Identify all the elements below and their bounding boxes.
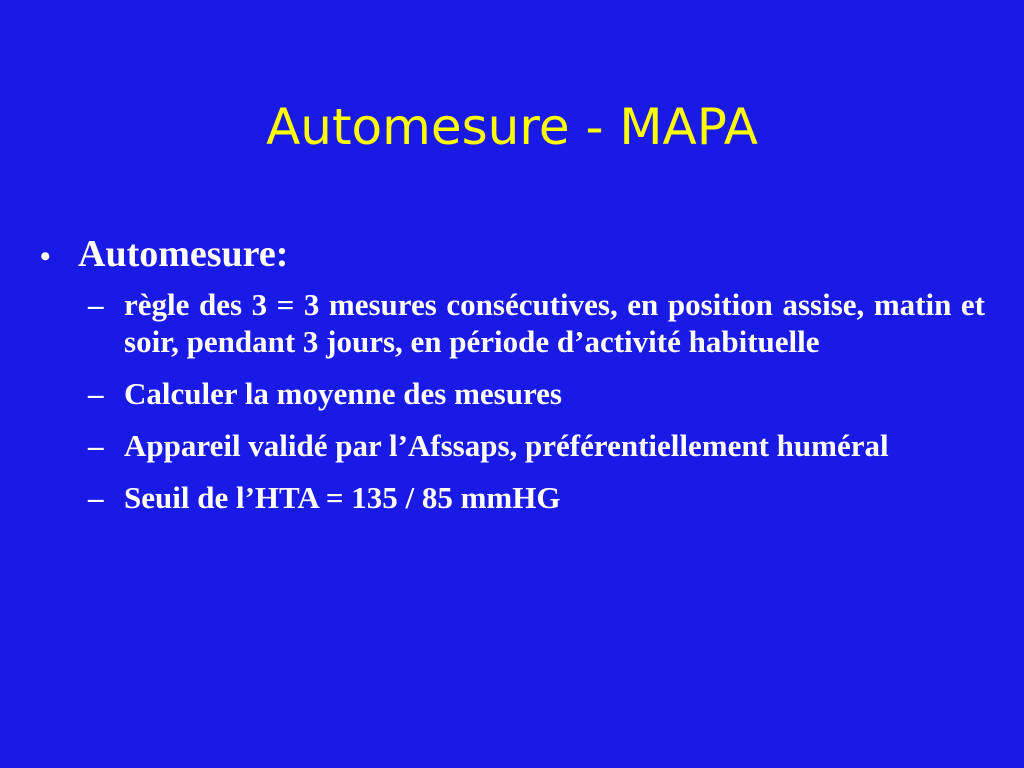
sub-bullet-marker: – — [88, 428, 104, 464]
sub-bullet-list — [40, 286, 985, 517]
sub-bullet-text: Seuil de l’HTA = 135 / 85 mmHG — [124, 479, 561, 515]
sub-bullet-item — [88, 375, 985, 413]
sub-bullet-text: Appareil validé par l’Afssaps, préférentiellement huméral — [124, 428, 889, 464]
bullet-automesure — [40, 232, 985, 278]
sub-bullet-text: règle des 3 = 3 mesures consécutives, en position assise, matin et soir, pendant 3 jours, en période d’activité habituelle — [124, 286, 985, 360]
sub-bullet-text: Calculer la moyenne des mesures — [124, 376, 562, 412]
slide-content — [40, 232, 985, 531]
sub-bullet-marker: – — [88, 286, 104, 322]
slide-title: Automesure - MAPA — [266, 98, 758, 156]
bullet-marker: • — [40, 240, 51, 273]
sub-bullet-marker: – — [88, 376, 104, 412]
sub-bullet-item — [88, 427, 985, 465]
sub-bullet-item — [88, 479, 985, 517]
bullet-label: Automesure: — [78, 233, 289, 275]
sub-bullet-item — [88, 286, 985, 362]
sub-bullet-marker: – — [88, 479, 104, 515]
